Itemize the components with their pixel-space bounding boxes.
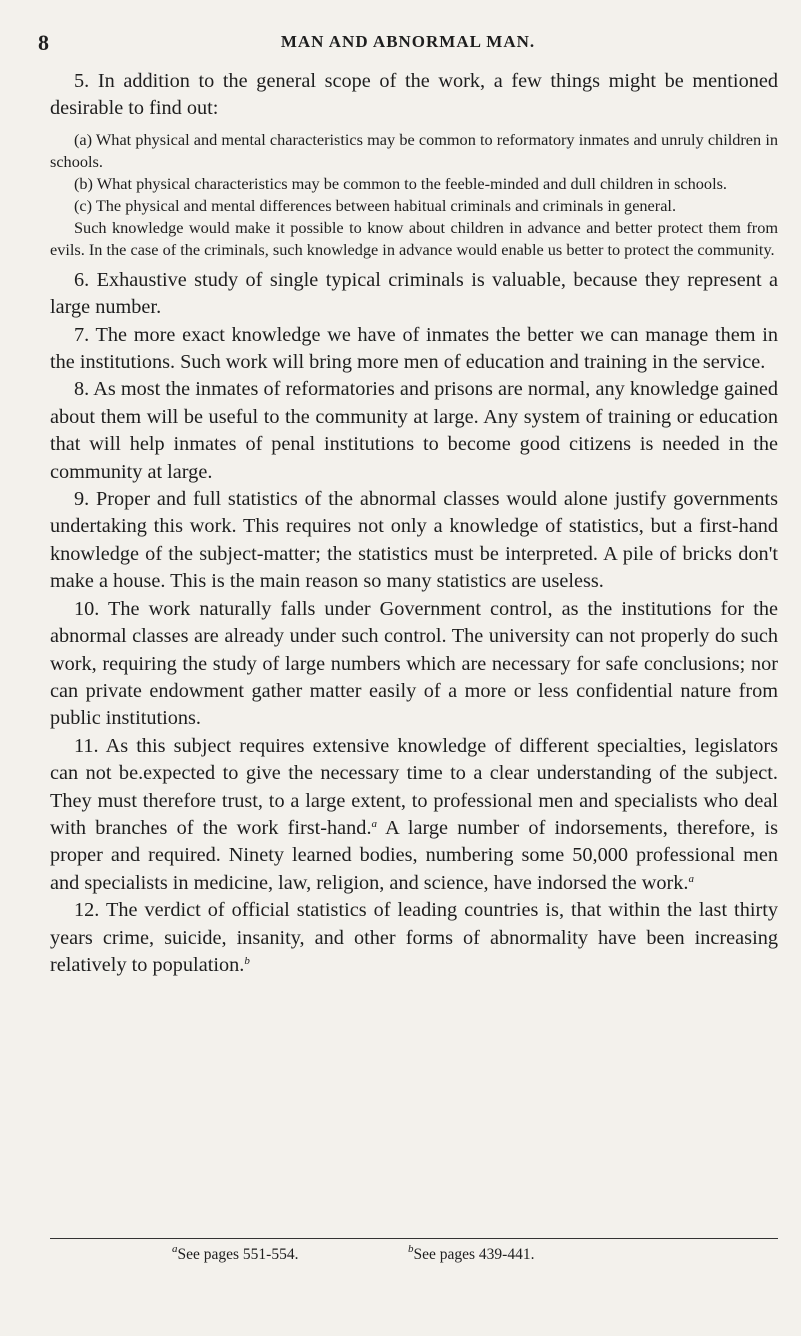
paragraph-12	[50, 897, 778, 979]
paragraph-9: 9. Proper and full statistics of the abnormal classes would alone justify governments undertaking this work. This requires not only a knowledge of statistics, but a first-hand knowledge of the subject-matter; the statistics must be interpreted. A pile of bricks don't make a house. This is the main reason so many statistics are useless.	[50, 488, 778, 593]
paragraph-11-part-2: A large number of indorsements, therefore, is proper and required. Ninety learned bodies, numbering some 50,000 professional men and specialists in medicine, law, religion, and science, have indorsed the work.	[50, 816, 778, 894]
footnote-a	[172, 1245, 298, 1265]
paragraph-11-part-1: 11. As this subject requires extensive knowledge of different specialties, legislators can not be.expected to give the necessary time to a clear understanding of the subject. They must therefore trust, to a large extent, to professional men and specialists who deal with branches of the work first-hand.	[50, 734, 778, 839]
paragraph-12-text: 12. The verdict of official statistics of leading countries is, that within the last thirty years crime, suicide, insanity, and other forms of abnormality have been increasing relatively to population.	[50, 899, 778, 976]
paragraph-10: 10. The work naturally falls under Government control, as the institutions for the abnormal classes are already under such control. The university can not properly do such work, requiring the study of large numbers which are necessary for safe conclusions; nor can private endowment gather matter easily of a more or less confidential nature from public institutions.	[50, 597, 778, 730]
footnote-a-mark: a	[172, 1243, 178, 1255]
paragraph-5-note: Such knowledge would make it possible to know about children in advance and better protect them from evils. In the case of the criminals, such knowledge in advance would enable us better to protect the community.	[50, 217, 778, 259]
page-number: 8	[38, 30, 49, 55]
footnote-b-mark: b	[408, 1243, 414, 1255]
running-head: MAN AND ABNORMAL MAN.	[280, 32, 536, 51]
footnote-ref-a: a	[688, 872, 694, 885]
paragraph-8: 8. As most the inmates of reformatories and prisons are normal, any knowledge gained about them will be useful to the community at large. Any system of training or education that will help inmates of penal institutions to become good citizens is needed in the community at large.	[50, 378, 778, 483]
footnote-ref-b: b	[244, 954, 250, 967]
footnotes	[50, 1238, 778, 1263]
page-body	[50, 68, 778, 979]
footnote-ref-a: a	[371, 817, 378, 830]
paragraph-5: 5. In addition to the general scope of the work, a few things might be mentioned desirable to find out:	[50, 70, 778, 120]
page-header	[38, 30, 778, 60]
paragraph-5b: (b) What physical characteristics may be common to the feeble-minded and dull children in schools.	[74, 173, 728, 193]
paragraph-5a: (a) What physical and mental characteristics may be common to reformatory inmates and unruly children in schools.	[50, 129, 778, 171]
paragraph-5c: (c) The physical and mental differences between habitual criminals and criminals in general.	[74, 195, 677, 215]
paragraph-6: 6. Exhaustive study of single typical criminals is valuable, because they represent a large number.	[50, 268, 778, 319]
paragraph-11	[50, 733, 778, 897]
paragraph-7: 7. The more exact knowledge we have of inmates the better we can manage them in the institutions. Such work will bring more men of education and training in the service.	[50, 323, 778, 374]
footnote-b-text: See pages 439-441.	[413, 1246, 535, 1263]
footnote-a-text: See pages 551-554.	[177, 1246, 299, 1263]
footnote-b	[408, 1245, 534, 1265]
